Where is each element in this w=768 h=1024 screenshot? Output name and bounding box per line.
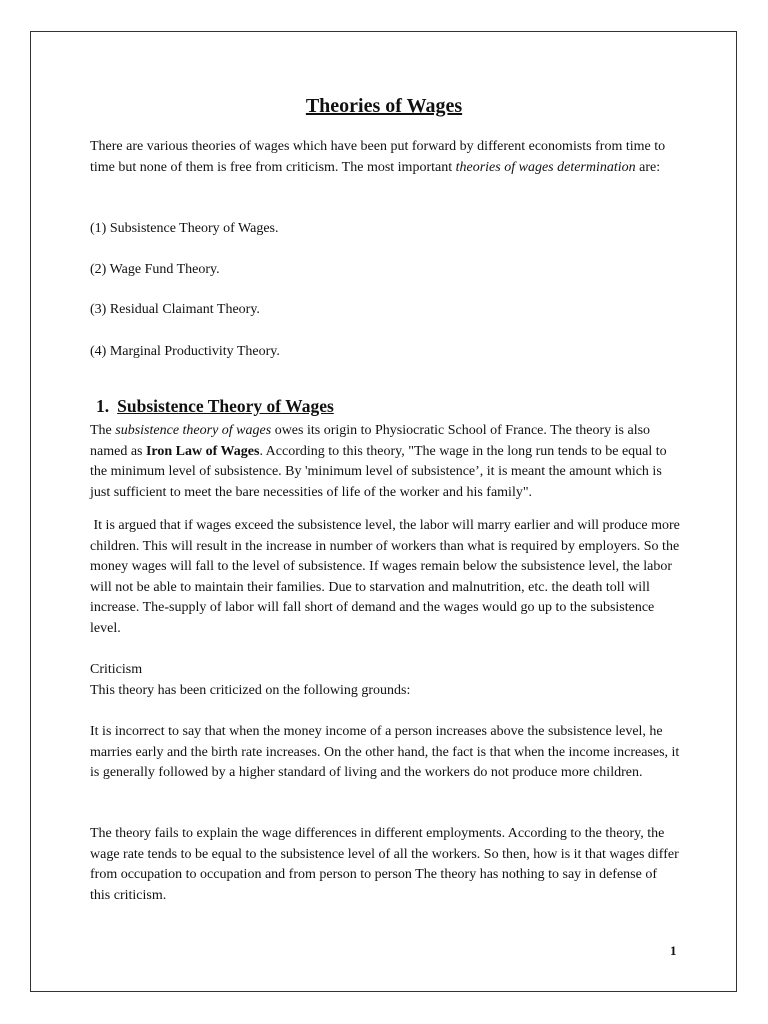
- list-item: (4) Marginal Productivity Theory.: [90, 344, 280, 359]
- page-number: 1: [670, 943, 677, 958]
- section-paragraph-2: It is argued that if wages exceed the subsistence level, the labor will marry earlier and will produce more children. This will result in the increase in number of workers than what is required by employers. So the money wages will fall to the level of subsistence. If wages remain below the subsistence level, the labor will not be able to maintain their families. Due to starvation and malnutrition, etc. the death toll will increase. The-supply of labor will fall short of demand and the wages would go up to the subsistence level.: [90, 518, 684, 636]
- section-heading-text: Subsistence Theory of Wages: [117, 396, 334, 416]
- criticism-paragraph-1: It is incorrect to say that when the money income of a person increases above the subsistence level, he marries early and the birth rate increases. On the other hand, the fact is that when the income increases, it is generally followed by a higher standard of living and the workers do not produce more children.: [90, 724, 680, 780]
- section-paragraph-1: [90, 421, 680, 503]
- text-run: owes its origin to Physiocratic School of France. The theory is also named as: [90, 423, 651, 459]
- intro-text-1: There are various theories of wages which have been put forward by different economists from time to time but none of them is free from criticism. The most important: [90, 139, 666, 175]
- intro-paragraph: [90, 137, 680, 178]
- text-run: . According to this theory, "The wage in the long run tends to be equal to the minimum level of subsistence. By 'minimum level of subsistence’, it is meant the amount which is just sufficient to meet the bare necessities of life of the worker and his family".: [90, 443, 667, 500]
- criticism-label: Criticism: [90, 662, 143, 677]
- list-item: (3) Residual Claimant Theory.: [90, 302, 260, 317]
- intro-italic: theories of wages determination: [455, 159, 636, 175]
- bold-run: Iron Law of Wages: [145, 443, 260, 459]
- page-title: Theories of Wages: [305, 95, 463, 117]
- criticism-intro: This theory has been criticized on the following grounds:: [90, 683, 411, 698]
- intro-text-2: are:: [635, 159, 661, 175]
- section-heading: [96, 396, 334, 417]
- section-number: 1.: [96, 396, 110, 416]
- italic-run: subsistence theory of wages: [115, 423, 272, 438]
- text-run: The: [90, 423, 116, 438]
- list-item: (1) Subsistence Theory of Wages.: [90, 221, 279, 236]
- list-item: (2) Wage Fund Theory.: [90, 262, 220, 277]
- criticism-paragraph-2: The theory fails to explain the wage differences in different employments. According to the theory, the wage rate tends to be equal to the subsistence level of all the workers. So then, how is it that wages differ from occupation to occupation and from person to person The theory has nothing to say in defense of this criticism.: [90, 826, 679, 903]
